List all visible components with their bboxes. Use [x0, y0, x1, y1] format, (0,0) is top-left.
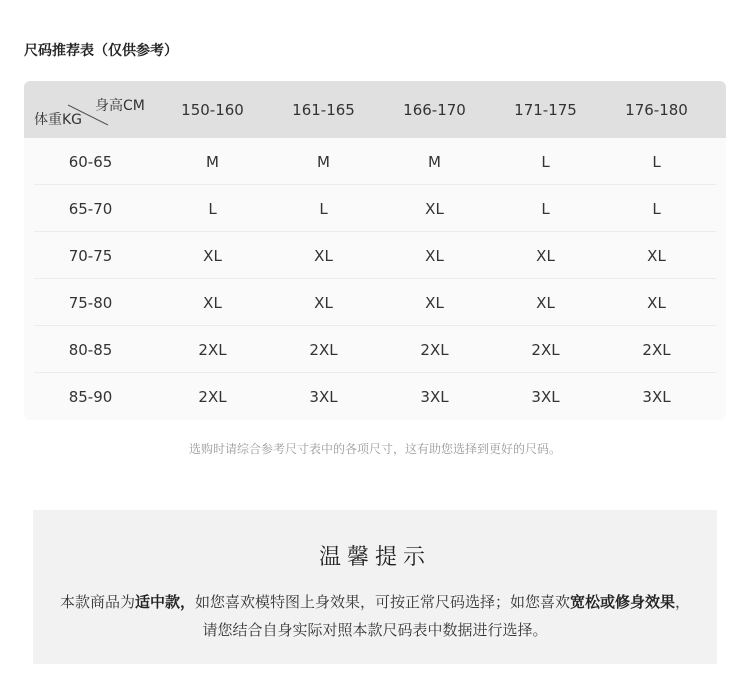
- size-cell: L: [652, 152, 661, 171]
- size-cell: XL: [425, 293, 444, 312]
- tips-text-part: 如您喜欢模特图上身效果，可按正常尺码选择；如您喜欢: [194, 593, 570, 611]
- table-row: [24, 185, 726, 232]
- size-cell: 2XL: [198, 340, 227, 359]
- column-header: 176-180: [625, 100, 688, 119]
- table-row: [24, 326, 726, 373]
- page-title: 尺码推荐表（仅供参考）: [24, 43, 178, 59]
- size-cell: 3XL: [642, 387, 671, 406]
- size-cell: L: [541, 152, 550, 171]
- size-cell: XL: [536, 246, 555, 265]
- size-cell: XL: [203, 293, 222, 312]
- size-cell: 2XL: [309, 340, 338, 359]
- size-cell: 2XL: [531, 340, 560, 359]
- size-cell: 2XL: [642, 340, 671, 359]
- weight-cell: 80-85: [68, 340, 113, 359]
- table-row: [24, 279, 726, 326]
- weight-axis-label: 体重KG: [34, 112, 83, 128]
- tips-emphasis: 适中款，: [134, 593, 195, 611]
- tips-text-part: ，请您结合自身实际对照本款尺码表中数据进行选择。: [202, 593, 691, 639]
- size-cell: XL: [425, 246, 444, 265]
- weight-cell: 65-70: [68, 199, 113, 218]
- size-cell: XL: [536, 293, 555, 312]
- size-cell: XL: [647, 293, 666, 312]
- tips-title: 温馨提示: [318, 545, 431, 570]
- size-cell: L: [319, 199, 328, 218]
- column-header: 171-175: [514, 100, 577, 119]
- size-cell: XL: [314, 293, 333, 312]
- tips-box: [33, 510, 717, 664]
- table-row: [24, 138, 726, 185]
- corner-cell: [24, 81, 157, 138]
- size-cell: L: [208, 199, 217, 218]
- weight-cell: 60-65: [68, 152, 113, 171]
- size-cell: XL: [314, 246, 333, 265]
- size-cell: XL: [647, 246, 666, 265]
- table-row: [24, 232, 726, 279]
- size-cell: XL: [203, 246, 222, 265]
- table-row: [24, 373, 726, 420]
- size-cell: M: [206, 152, 219, 171]
- height-axis-label: 身高CM: [95, 98, 145, 114]
- weight-cell: 70-75: [68, 246, 113, 265]
- column-header: 161-165: [292, 100, 355, 119]
- size-cell: 2XL: [198, 387, 227, 406]
- column-header: 166-170: [403, 100, 466, 119]
- size-cell: 3XL: [420, 387, 449, 406]
- tips-text: [55, 588, 695, 644]
- size-cell: 2XL: [420, 340, 449, 359]
- column-header: 150-160: [181, 100, 244, 119]
- tips-text-part: 本款商品为: [59, 593, 135, 611]
- tips-emphasis: 宽松或修身效果: [570, 593, 676, 611]
- size-table: [24, 81, 726, 420]
- size-note: 选购时请综合参考尺寸表中的各项尺寸，这有助您选择到更好的尺码。: [188, 442, 561, 456]
- weight-cell: 85-90: [68, 387, 113, 406]
- size-cell: XL: [425, 199, 444, 218]
- table-header: [24, 81, 726, 138]
- weight-cell: 75-80: [68, 293, 113, 312]
- size-cell: M: [428, 152, 441, 171]
- size-cell: 3XL: [531, 387, 560, 406]
- size-cell: L: [541, 199, 550, 218]
- size-cell: M: [317, 152, 330, 171]
- size-cell: 3XL: [309, 387, 338, 406]
- size-cell: L: [652, 199, 661, 218]
